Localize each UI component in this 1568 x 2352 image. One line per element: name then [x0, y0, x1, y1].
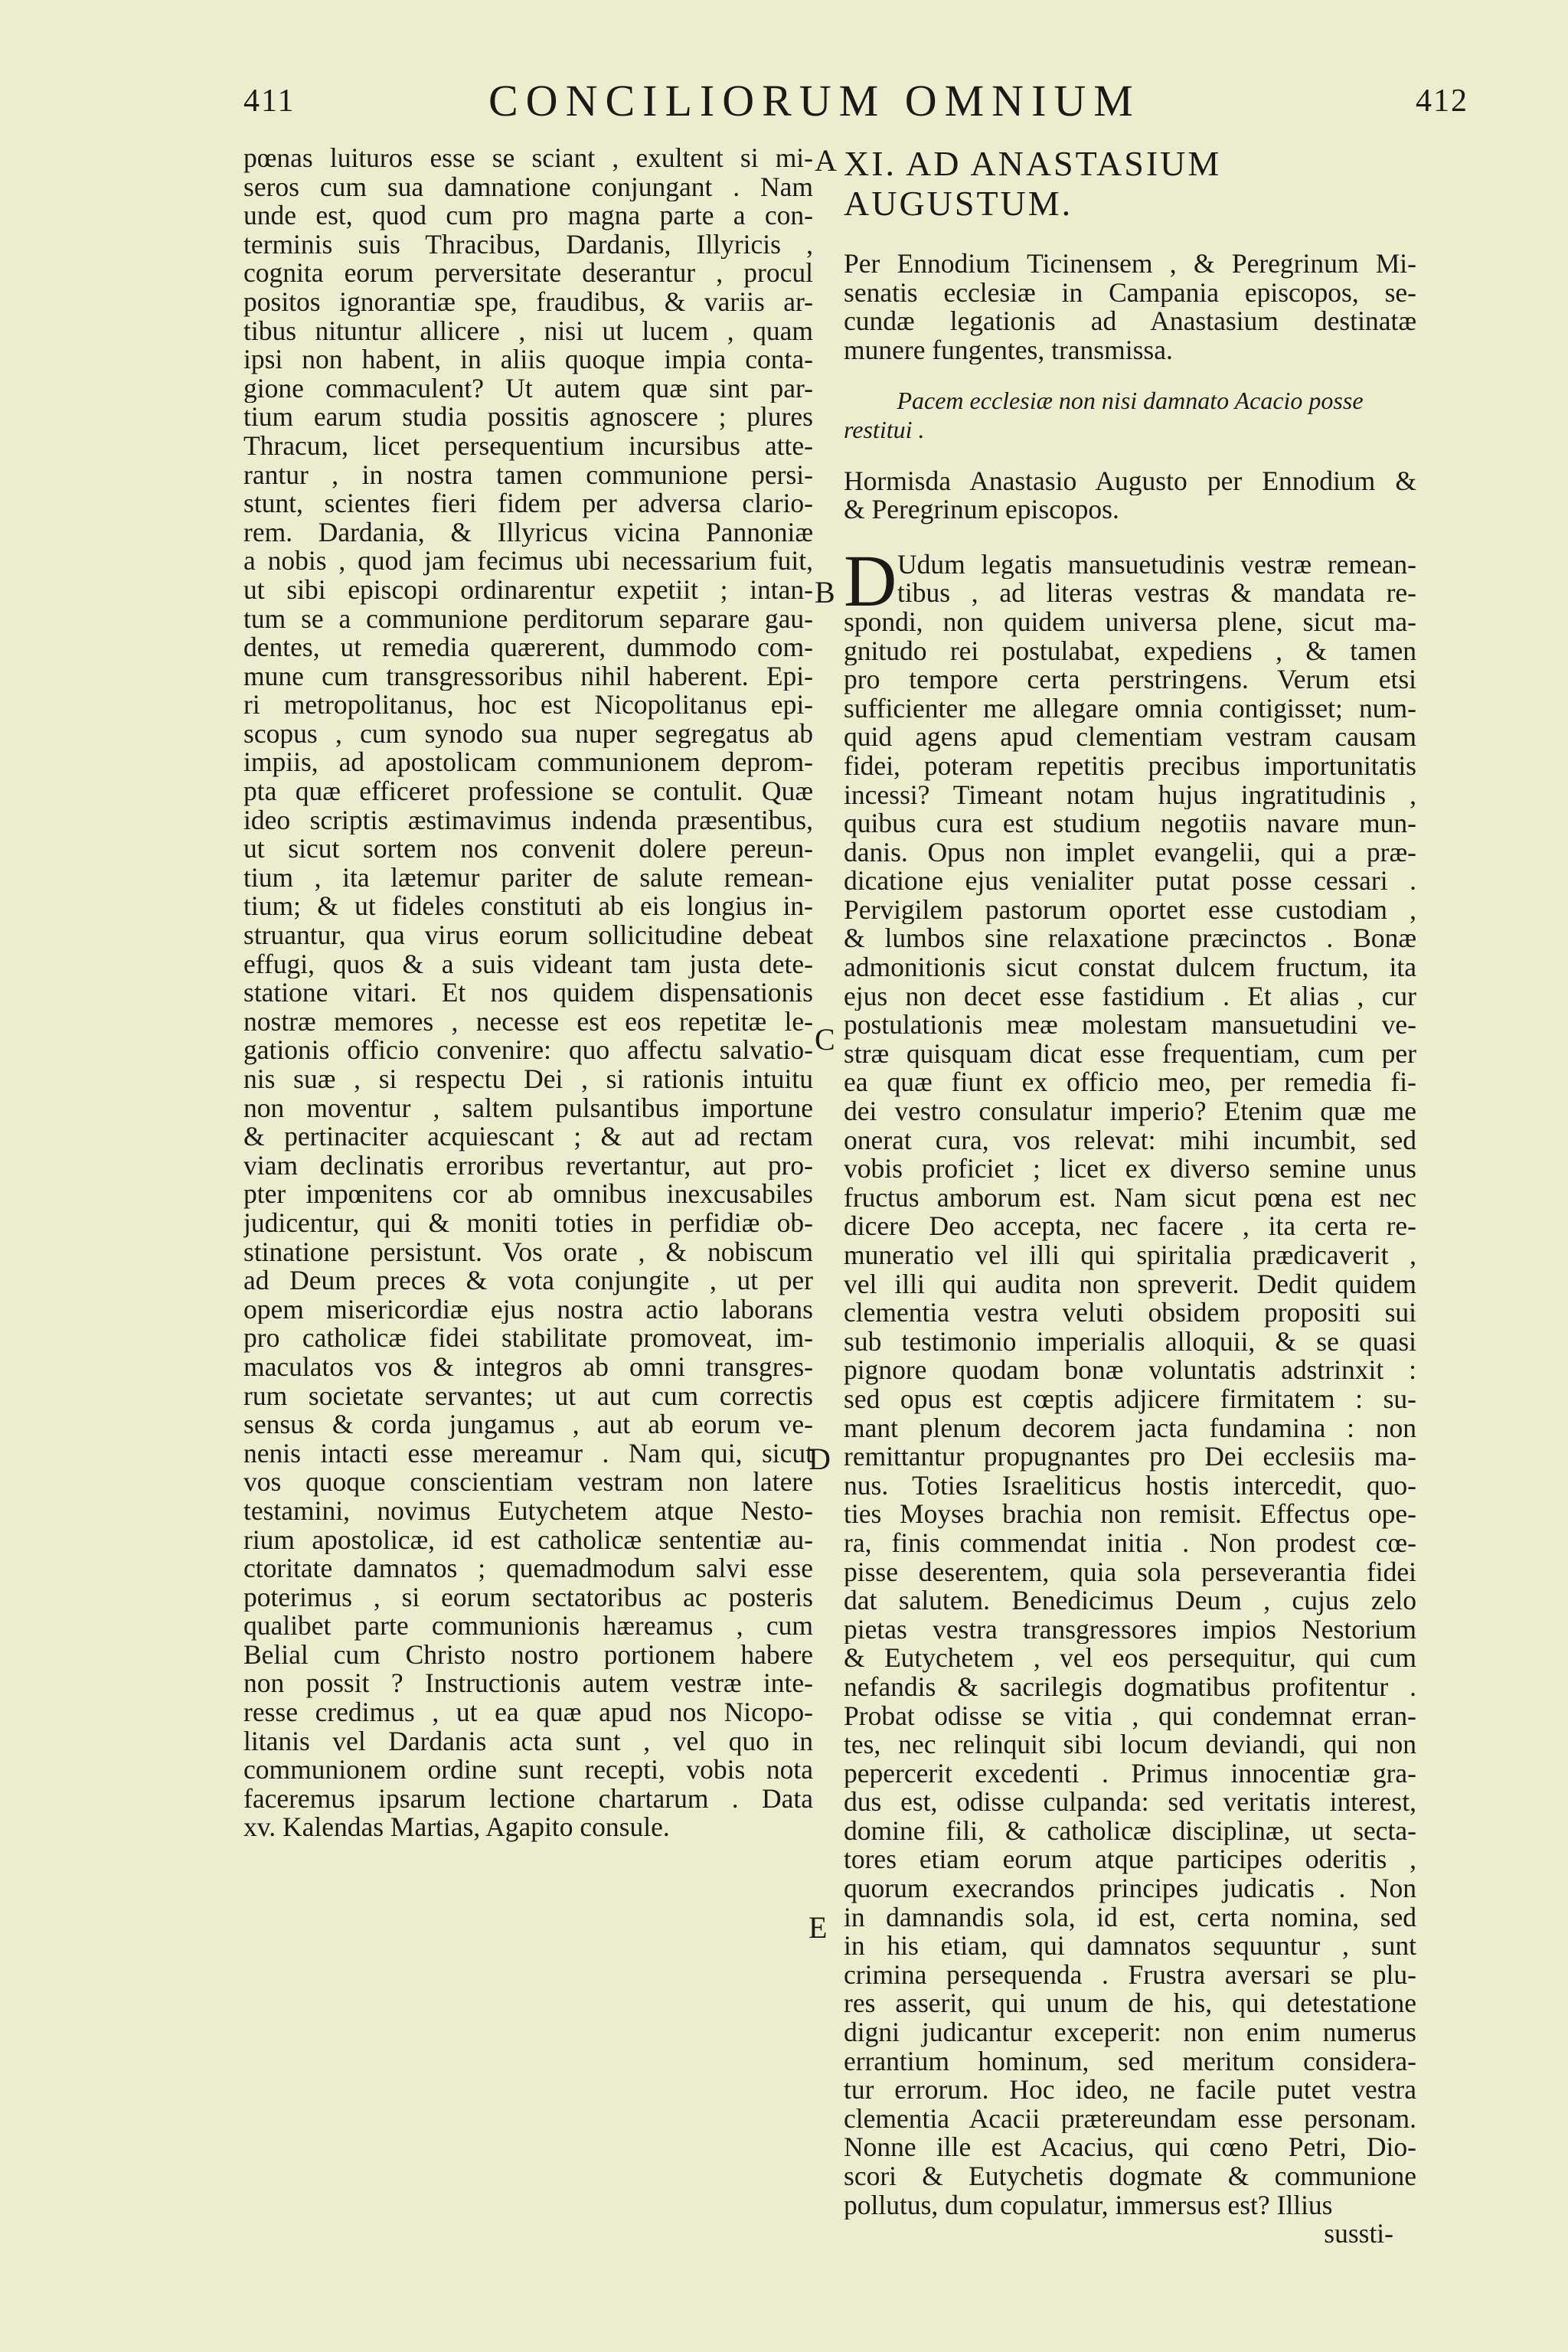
- text-line: viam declinatis erroribus revertantur, aut pro-: [243, 1151, 813, 1181]
- text-line: pta quæ efficeret professione se contulit. Quæ: [243, 777, 813, 806]
- text-line: statione vitari. Et nos quidem dispensationis: [243, 978, 813, 1008]
- text-line: terminis suis Thracibus, Dardanis, Illyricis ,: [243, 230, 813, 260]
- letter-title: XI. AD ANASTASIUM AUGUSTUM.: [844, 144, 1222, 223]
- text-line: pepercerit excedenti . Primus innocentiæ gra-: [844, 1759, 1416, 1788]
- text-line: stinatione persistunt. Vos orate , & nobiscum: [243, 1237, 813, 1267]
- text-line: maculatos vos & integros ab omni transgres-: [243, 1352, 813, 1382]
- text-line: ideo scriptis æstimavimus indenda præsentibus,: [243, 805, 813, 835]
- text-line: tibus nituntur allicere , nisi ut lucem , quam: [243, 316, 813, 346]
- text-line: gationis officio convenire: quo affectu salvatio-: [243, 1036, 813, 1065]
- text-line: Udum legatis mansuetudinis vestræ remean-: [897, 550, 1416, 580]
- text-line: litanis vel Dardanis acta sunt , vel quo in: [243, 1726, 813, 1756]
- text-line: nus. Toties Israeliticus hostis intercedit, quo-: [844, 1471, 1416, 1501]
- text-line: pro catholicæ fidei stabilitate promoveat, im-: [243, 1324, 813, 1353]
- text-line: unde est, quod cum pro magna parte a con-: [243, 201, 813, 230]
- text-line: rantur , in nostra tamen communione persi-: [243, 460, 813, 490]
- letter-rubric: [844, 386, 1416, 443]
- text-line: dus est, odisse culpanda: sed veritatis interest,: [844, 1788, 1416, 1817]
- text-line: vel illi qui audita non spreverit. Dedit quidem: [844, 1269, 1416, 1299]
- text-line: pœnas luituros esse se sciant , exultent si mi-: [243, 144, 813, 173]
- summary-line: munere fungentes, transmissa.: [844, 335, 1173, 365]
- text-line: clementia Acacii prætereundam esse personam.: [844, 2104, 1416, 2134]
- text-line: fructus amborum est. Nam sicut pœna est nec: [844, 1183, 1416, 1213]
- text-line: ri metropolitanus, hoc est Nicopolitanus epi-: [243, 691, 813, 720]
- text-line: Thracum, licet persequentium incursibus atte-: [243, 431, 813, 461]
- text-line: ties Moyses brachia non remisit. Effectus ope-: [844, 1500, 1416, 1529]
- text-line: ctoritate damnatos ; quemadmodum salvi esse: [243, 1554, 813, 1583]
- rubric-line: Pacem ecclesiæ non nisi damnato Acacio posse: [897, 387, 1364, 415]
- text-line: muneratio vel illi qui spiritalia prædicaverit ,: [844, 1241, 1416, 1270]
- drop-cap: D: [844, 539, 897, 622]
- text-line: fidei, poteram repetitis precibus importunitatis: [844, 751, 1416, 781]
- text-line: digni judicantur exceperit: non enim numerus: [844, 2018, 1416, 2047]
- margin-letter-a: A: [815, 143, 837, 178]
- text-line: & pertinaciter acquiescant ; & aut ad rectam: [243, 1122, 813, 1152]
- text-line: & lumbos sine relaxatione præcinctos . Bonæ: [844, 924, 1416, 954]
- salutation-line: Hormisda Anastasio Augusto per Ennodium &: [844, 466, 1416, 496]
- text-line: cognita eorum perversitate deserantur , procul: [243, 259, 813, 288]
- text-line: ra, finis commendat initia . Non prodest cœ-: [844, 1528, 1416, 1558]
- text-line: pignore quodam bonæ voluntatis adstrinxit :: [844, 1356, 1416, 1385]
- text-line: res asserit, qui unum de his, qui detestatione: [844, 1989, 1416, 2019]
- text-line: effugi, quos & a suis videant tam justa dete-: [243, 949, 813, 979]
- text-line: spondi, non quidem universa plene, sicut ma-: [844, 607, 1416, 637]
- text-line: crimina persequenda . Frustra aversari se plu-: [844, 1960, 1416, 1990]
- text-line: impiis, ad apostolicam communionem deprom-: [243, 748, 813, 778]
- text-line: tum se a communione perditorum separare gau-: [243, 604, 813, 634]
- letter-salutation: [844, 467, 1416, 524]
- text-line: tores etiam eorum atque participes oderitis ,: [844, 1845, 1416, 1875]
- text-line: non moventur , saltem pulsantibus importune: [243, 1093, 813, 1123]
- left-column-text: [243, 144, 813, 1842]
- text-line: pietas vestra transgressores impios Nestorium: [844, 1615, 1416, 1645]
- margin-letter-c: C: [815, 1022, 835, 1057]
- text-line: Belial cum Christo nostro portionem habere: [243, 1640, 813, 1670]
- text-line: rium apostolicæ, id est catholicæ sententiæ au-: [243, 1525, 813, 1555]
- summary-line: senatis ecclesiæ in Campania episcopos, se-: [844, 278, 1416, 308]
- summary-line: Per Ennodium Ticinensem , & Peregrinum Mi-: [844, 250, 1416, 279]
- text-line: Nonne ille est Acacius, qui cœno Petri, Dio-: [844, 2133, 1416, 2162]
- text-line: mune cum transgressoribus nihil haberent. Epi-: [243, 662, 813, 691]
- text-line: postulationis meæ molestam mansuetudini ve-: [844, 1011, 1416, 1040]
- letter-summary: [844, 250, 1416, 364]
- text-line: quorum execrandos principes judicatis . Non: [844, 1874, 1416, 1903]
- text-line: faceremus ipsarum lectione chartarum . Data: [243, 1784, 813, 1814]
- text-line: poterimus , si eorum sectatoribus ac posteris: [243, 1583, 813, 1612]
- text-line: seros cum sua damnatione conjungant . Nam: [243, 172, 813, 202]
- text-line: scori & Eutychetis dogmate & communione: [844, 2162, 1416, 2191]
- margin-letter-d: D: [808, 1442, 831, 1476]
- text-line: mant plenum decorem jacta fundamina : non: [844, 1413, 1416, 1443]
- text-line: danis. Opus non implet evangelii, qui a præ-: [844, 838, 1416, 867]
- text-line: Pervigilem pastorum oportet esse custodiam ,: [844, 895, 1416, 925]
- text-line: opem misericordiæ ejus nostra actio laborans: [243, 1295, 813, 1325]
- text-line: ea quæ fiunt ex officio meo, per remedia fi-: [844, 1068, 1416, 1098]
- text-line: admonitionis sicut constat dulcem fructum, ita: [844, 953, 1416, 982]
- text-line: pisse deserentem, quia sola perseverantia fidei: [844, 1557, 1416, 1587]
- text-line: judicentur, qui & moniti toties in perfidiæ ob-: [243, 1208, 813, 1238]
- text-line: resse credimus , ut ea quæ apud nos Nicopo-: [243, 1698, 813, 1727]
- text-line: rem. Dardania, & Illyricus vicina Pannoniæ: [243, 518, 813, 547]
- text-line: remittantur propugnantes pro Dei ecclesiis ma-: [844, 1442, 1416, 1472]
- text-line: vobis proficiet ; licet ex diverso semine unus: [844, 1155, 1416, 1184]
- text-line: Probat odisse se vitia , qui condemnat erran-: [844, 1701, 1416, 1731]
- text-line: nis suæ , si respectu Dei , si rationis intuitu: [243, 1065, 813, 1094]
- text-line: ad Deum preces & vota conjungite , ut per: [243, 1266, 813, 1295]
- text-line: xv. Kalendas Martias, Agapito consule.: [243, 1813, 670, 1843]
- body-text: [844, 608, 1416, 2220]
- text-line: in his etiam, qui damnatos sequuntur , sunt: [844, 1932, 1416, 1961]
- text-line: ejus non decet esse fastidium . Et alias , cur: [844, 982, 1416, 1011]
- text-line: ut sibi episcopi ordinarentur expetiit ; intan-: [243, 575, 813, 605]
- text-line: tur errorum. Hoc ideo, ne facile putet vestra: [844, 2076, 1416, 2105]
- text-line: stræ quisquam dicat esse frequentiam, cum per: [844, 1039, 1416, 1069]
- letter-body: [844, 539, 1416, 2220]
- text-line: rum societate servantes; ut aut cum correctis: [243, 1381, 813, 1411]
- text-line: pter impœnitens cor ab omnibus inexcusabiles: [243, 1180, 813, 1209]
- text-line: qualibet parte communionis hæreamus , cum: [243, 1612, 813, 1641]
- text-line: testamini, novimus Eutychetem atque Nesto-: [243, 1496, 813, 1526]
- running-title: CONCILIORUM OMNIUM: [488, 76, 1141, 126]
- text-line: tium; & ut fideles constituti ab eis longius in-: [243, 892, 813, 922]
- text-line: tium earum studia possitis agnoscere ; plures: [243, 403, 813, 432]
- text-line: struantur, qua virus eorum sollicitudine debeat: [243, 921, 813, 950]
- text-line: gione commaculent? Ut autem quæ sint par-: [243, 374, 813, 403]
- text-line: positos ignorantiæ spe, fraudibus, & variis ar-: [243, 287, 813, 317]
- text-line: tium , ita lætemur pariter de salute remean-: [243, 863, 813, 893]
- text-line: tes, nec relinquit sibi locum deviandi, qui non: [844, 1730, 1416, 1759]
- text-line: vos quoque conscientiam vestram non latere: [243, 1468, 813, 1497]
- text-line: domine fili, & catholicæ disciplinæ, ut secta-: [844, 1816, 1416, 1846]
- page-header: [243, 75, 1468, 136]
- text-line: dei vestro consulatur imperio? Etenim quæ me: [844, 1097, 1416, 1126]
- text-line: non possit ? Instructionis autem vestræ inte-: [243, 1669, 813, 1699]
- text-line: nostræ memores , necesse est eos repetitæ le-: [243, 1007, 813, 1037]
- text-line: ut sicut sortem nos convenit dolere pereun-: [243, 835, 813, 864]
- text-line: dentes, ut remedia quærerent, dummodo com-: [243, 633, 813, 662]
- text-line: sub testimonio imperialis alloquii, & se quasi: [844, 1327, 1416, 1357]
- text-line: communionem ordine sunt recepti, vobis nota: [243, 1756, 813, 1785]
- margin-letter-e: E: [808, 1910, 828, 1945]
- text-line: pollutus, dum copulatur, immersus est? Illius: [844, 2190, 1333, 2220]
- right-column: [844, 144, 1416, 2249]
- rubric-line: restitui .: [844, 415, 925, 443]
- summary-line: cundæ legationis ad Anastasium destinatæ: [844, 307, 1416, 336]
- page-number-left: 411: [243, 83, 296, 119]
- text-line: ipsi non habent, in aliis quoque impia conta-: [243, 345, 813, 374]
- text-line: sensus & corda jungamus , aut ab eorum ve-: [243, 1410, 813, 1439]
- body-first-lines: [844, 550, 1416, 608]
- text-line: sed opus est cœptis adjicere firmitatem : su-: [844, 1384, 1416, 1414]
- text-line: nefandis & sacrilegis dogmatibus profitentur .: [844, 1672, 1416, 1702]
- text-line: onerat cura, vos relevat: mihi incumbit, sed: [844, 1125, 1416, 1155]
- margin-letter-b: B: [815, 575, 835, 609]
- text-line: errantium hominum, sed meritum considera-: [844, 2047, 1416, 2076]
- text-line: stunt, scientes fieri fidem per adversa clario-: [243, 489, 813, 518]
- text-line: a nobis , quod jam fecimus ubi necessarium fuit,: [243, 547, 813, 576]
- text-line: scopus , cum synodo sua nuper segregatus ab: [243, 719, 813, 749]
- salutation-line: & Peregrinum episcopos.: [844, 495, 1119, 524]
- text-line: nenis intacti esse mereamur . Nam qui, sicut: [243, 1439, 813, 1468]
- catchword: sussti-: [1324, 2218, 1393, 2249]
- text-line: dat salutem. Benedicimus Deum , cujus zelo: [844, 1586, 1416, 1615]
- text-line: & Eutychetem , vel eos persequitur, qui cum: [844, 1644, 1416, 1673]
- text-line: dicere Deo accepta, nec facere , ita certa re-: [844, 1212, 1416, 1241]
- text-line: tibus , ad literas vestras & mandata re-: [897, 579, 1416, 608]
- text-line: sufficienter me allegare omnia contigisset; num-: [844, 694, 1416, 724]
- text-line: quid agens apud clementiam vestram causam: [844, 723, 1416, 752]
- text-line: dicatione ejus venialiter putat posse cessari .: [844, 867, 1416, 896]
- text-line: incessi? Timeant notam hujus ingratitudinis ,: [844, 780, 1416, 810]
- text-line: clementia vestra veluti obsidem propositi sui: [844, 1298, 1416, 1328]
- page-number-right: 412: [1416, 83, 1468, 119]
- text-line: quibus cura est studium negotiis navare mun-: [844, 809, 1416, 838]
- text-line: gnitudo rei postulabat, expediens , & tamen: [844, 636, 1416, 666]
- text-line: pro tempore certa perstringens. Verum etsi: [844, 665, 1416, 694]
- text-line: in damnandis sola, id est, certa nomina, sed: [844, 1903, 1416, 1932]
